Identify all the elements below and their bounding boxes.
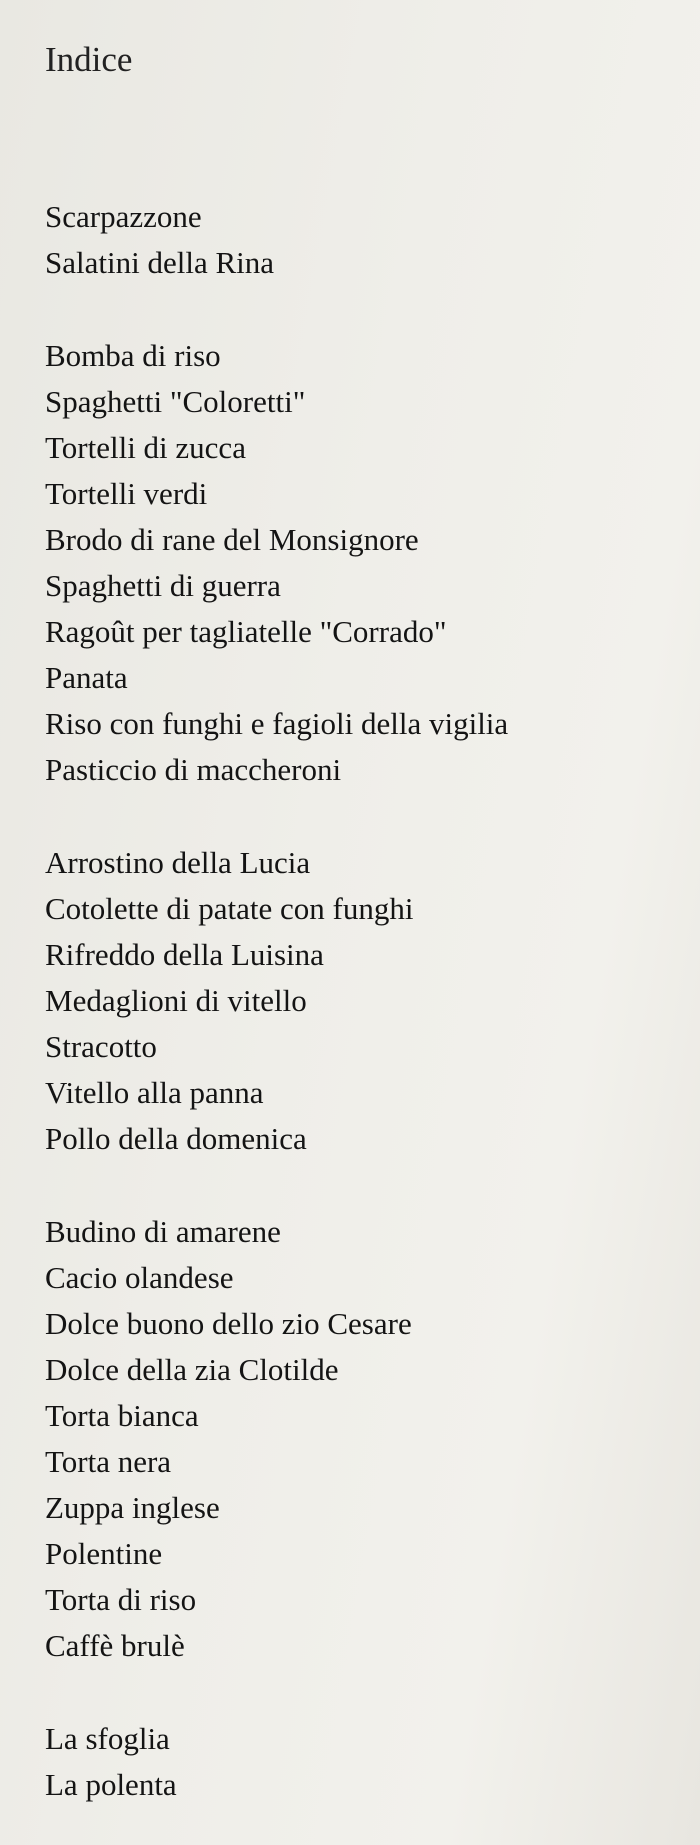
list-item: Budino di amarene	[45, 1214, 281, 1249]
list-item: Spaghetti di guerra	[45, 568, 281, 603]
list-item: Riso con funghi e fagioli della vigilia	[45, 706, 509, 741]
table-of-contents	[45, 194, 695, 1808]
section-dolci	[45, 1209, 695, 1669]
list-item: Caffè brulè	[45, 1628, 185, 1663]
list-item: Salatini della Rina	[45, 245, 275, 280]
list-item: La polenta	[45, 1767, 177, 1802]
list-item: La sfoglia	[45, 1721, 170, 1756]
list-item: Arrostino della Lucia	[45, 845, 311, 880]
section-antipasti	[45, 194, 695, 286]
list-item: Pollo della domenica	[45, 1121, 307, 1156]
section-primi	[45, 333, 695, 793]
section-secondi	[45, 840, 695, 1162]
list-item: Scarpazzone	[45, 199, 202, 234]
list-item: Zuppa inglese	[45, 1490, 220, 1525]
section-basi	[45, 1716, 695, 1808]
list-item: Stracotto	[45, 1029, 157, 1064]
list-item: Torta di riso	[45, 1582, 197, 1617]
list-item: Cacio olandese	[45, 1260, 234, 1295]
list-item: Dolce buono dello zio Cesare	[45, 1306, 412, 1341]
list-item: Medaglioni di vitello	[45, 983, 307, 1018]
list-item: Torta nera	[45, 1444, 172, 1479]
list-item: Rifreddo della Luisina	[45, 937, 324, 972]
list-item: Brodo di rane del Monsignore	[45, 522, 419, 557]
list-item: Tortelli verdi	[45, 476, 208, 511]
list-item: Dolce della zia Clotilde	[45, 1352, 339, 1387]
list-item: Ragoût per tagliatelle "Corrado"	[45, 614, 447, 649]
list-item: Vitello alla panna	[45, 1075, 264, 1110]
index-title: Indice	[45, 40, 133, 79]
list-item: Torta bianca	[45, 1398, 199, 1433]
list-item: Cotolette di patate con funghi	[45, 891, 414, 926]
list-item: Bomba di riso	[45, 338, 221, 373]
list-item: Polentine	[45, 1536, 163, 1571]
list-item: Tortelli di zucca	[45, 430, 246, 465]
list-item: Pasticcio di maccheroni	[45, 752, 342, 787]
list-item: Panata	[45, 660, 128, 695]
list-item: Spaghetti "Coloretti"	[45, 384, 306, 419]
